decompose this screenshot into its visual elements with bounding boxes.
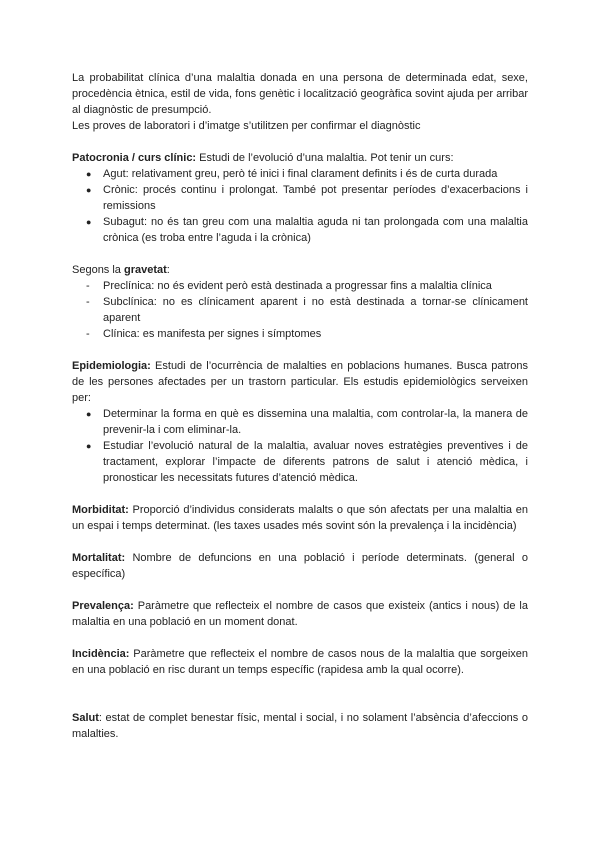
list-item: ● Agut: relativament greu, però té inici i final clarament definits i és de curta durada [86,168,498,180]
epidemiologia-definition: Epidemiologia: Estudi de l’ocurrència de malalties en poblacions humanes. Busca patrons de les persones afectades per un trastorn particular. Els estudis epidemiològics serveixen per: [72,360,528,404]
gravetat-section [72,262,528,342]
severity-list [72,278,528,342]
prevalenca-term: Prevalença: [72,600,134,612]
mortalitat-term: Mortalitat: [72,552,126,564]
mortalitat-definition: Mortalitat: Nombre de defuncions en una població i període determinats. (general o específica) [72,552,528,580]
epidemiologia-section [72,358,528,486]
course-list [72,166,528,246]
epidemiology-list [72,406,528,486]
list-item: ● Crònic: procés continu i prolongat. També pot presentar períodes d’exacerbacions i remissions [86,184,528,212]
list-item: - Subclínica: no es clínicament aparent i no està destinada a tornar-se clínicament aparent [86,296,528,324]
bullet-marker: ● [86,185,92,195]
intro-paragraph: La probabilitat clínica d’una malaltia donada en una persona de determinada edat, sexe, procedència ètnica, estil de vida, fons genètic i localització geogràfica sovint ajuda per arribar al diagnòstic de presumpció. [72,72,528,116]
bullet-marker: ● [86,409,92,419]
incidencia-definition: Incidència: Paràmetre que reflecteix el nombre de casos nous de la malaltia que sorgeixen en una població en risc durant un temps específic (rapidesa amb la qual ocorre). [72,648,528,676]
morbiditat-term: Morbiditat: [72,504,129,516]
intro-paragraph-2: Les proves de laboratori i d’imatge s’utilitzen per confirmar el diagnòstic [72,120,421,132]
list-item: - Clínica: es manifesta per signes i símptomes [86,328,322,340]
gravetat-heading: Segons la gravetat: [72,264,170,276]
incidencia-term: Incidència: [72,648,130,660]
list-item: - Preclínica: no és evident però està destinada a progressar fins a malaltia clínica [86,280,492,292]
list-item: ● Estudiar l’evolució natural de la malaltia, avaluar noves estratègies preventives i de tractament, explorar l’impacte de diferents patrons de salut i atenció mèdica, i pronosticar les necessitats futures d’atenció mèdica. [86,440,528,484]
salut-definition: Salut: estat de complet benestar físic, mental i social, i no solament l’absència d’afeccions o malalties. [72,712,528,740]
patocronia-definition [72,150,528,166]
morbiditat-definition: Morbiditat: Proporció d’individus considerats malalts o que són afectats per una malaltia en un espai i temps determinat. (les taxes usades més sovint són la prevalença i la incidència) [72,504,528,532]
bullet-marker: ● [86,441,92,451]
patocronia-text: Estudi de l’evolució d’una malaltia. Pot tenir un curs: [196,152,454,164]
list-item: ● Subagut: no és tan greu com una malaltia aguda ni tan prolongada com una malaltia crònica (es troba entre l’aguda i la crònica) [86,216,528,244]
salut-term: Salut [72,712,99,724]
dash-marker: - [86,328,90,340]
dash-marker: - [86,296,90,308]
bullet-marker: ● [86,169,92,179]
epidemiologia-term: Epidemiologia: [72,360,151,372]
gravetat-term: gravetat [123,264,167,276]
document-page [72,70,528,742]
dash-marker: - [86,280,90,292]
patocronia-section [72,150,528,246]
bullet-marker: ● [86,217,92,227]
list-item: ● Determinar la forma en què es dissemina una malaltia, com controlar-la, la manera de prevenir-la i com eliminar-la. [86,408,528,436]
prevalenca-definition: Prevalença: Paràmetre que reflecteix el nombre de casos que existeix (antics i nous) de la malaltia en una població en un moment donat. [72,600,528,628]
patocronia-term: Patocronia / curs clínic: [72,152,197,164]
